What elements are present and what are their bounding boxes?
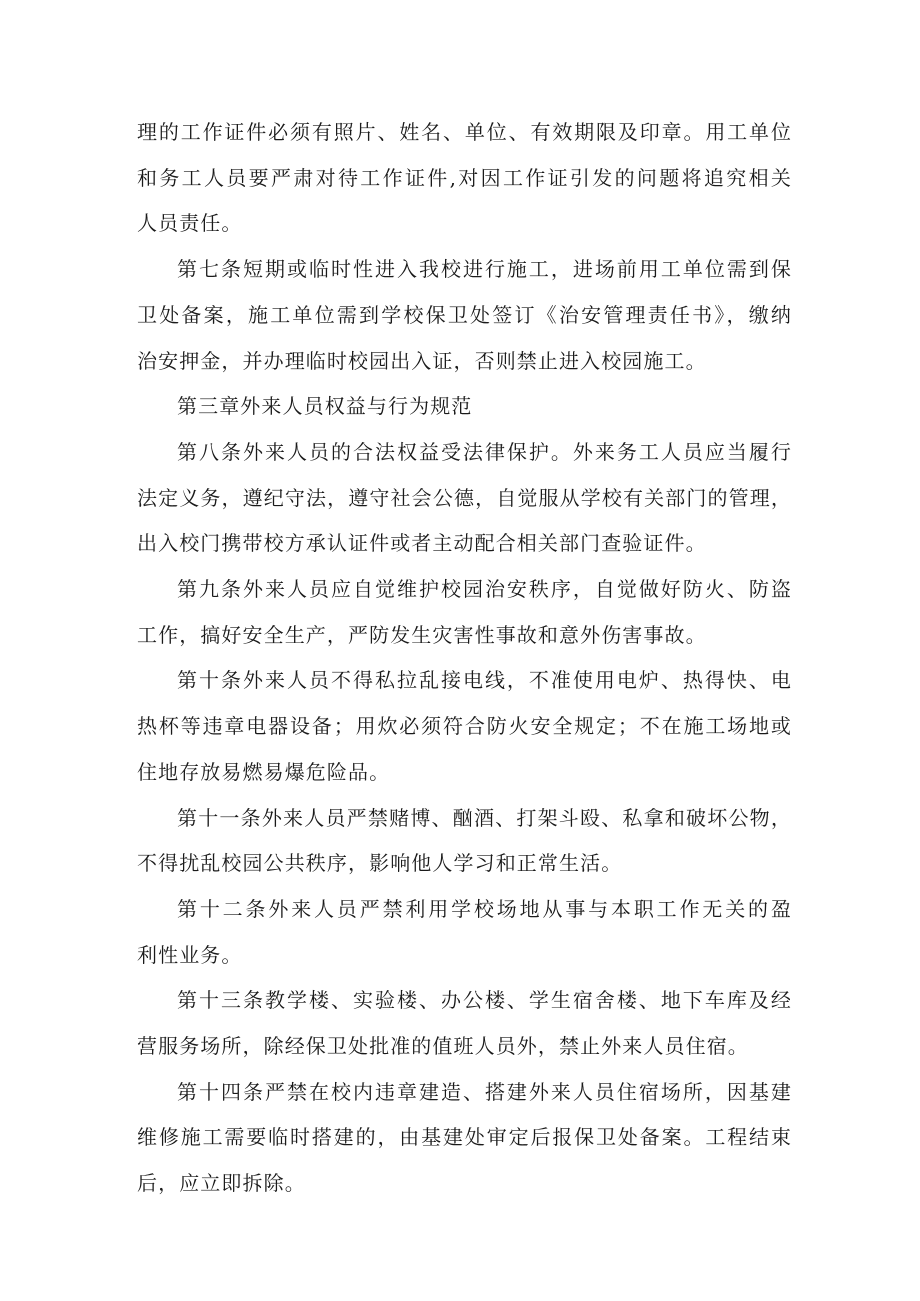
paragraph-p1 bbox=[137, 110, 792, 247]
text-line: 工作，搞好安全生产，严防发生灾害性事故和意外伤害事故。 bbox=[137, 622, 707, 647]
paragraph-p9 bbox=[137, 978, 792, 1069]
paragraph-p4 bbox=[137, 430, 792, 567]
text-line: 营服务场所，除经保卫处批准的值班人员外，禁止外来人员住宿。 bbox=[137, 1034, 749, 1059]
text-line: 维修施工需要临时搭建的，由基建处审定后报保卫处备案。工程结束 bbox=[137, 1125, 792, 1150]
text-line: 后，应立即拆除。 bbox=[137, 1171, 306, 1196]
document-body bbox=[137, 110, 792, 1207]
text-line: 第十一条外来人员严禁赌博、酗酒、打架斗殴、私拿和破坏公物， bbox=[177, 805, 792, 830]
text-line: 热杯等违章电器设备；用炊必须符合防火安全规定；不在施工场地或 bbox=[137, 714, 792, 739]
text-line: 第七条短期或临时性进入我校进行施工，进场前用工单位需到保 bbox=[177, 257, 792, 282]
paragraph-p5 bbox=[137, 567, 792, 658]
paragraph-p3 bbox=[137, 384, 792, 430]
text-line: 第九条外来人员应自觉维护校园治安秩序，自觉做好防火、防盗 bbox=[177, 577, 792, 602]
text-line: 和务工人员要严肃对待工作证件,对因工作证引发的问题将追究相关 bbox=[137, 165, 792, 190]
text-line: 住地存放易燃易爆危险品。 bbox=[137, 759, 391, 784]
text-line: 治安押金，并办理临时校园出入证，否则禁止进入校园施工。 bbox=[137, 348, 707, 373]
text-line: 第三章外来人员权益与行为规范 bbox=[177, 394, 473, 419]
paragraph-p8 bbox=[137, 887, 792, 978]
text-line: 出入校门携带校方承认证件或者主动配合相关部门查验证件。 bbox=[137, 531, 707, 556]
text-line: 第十二条外来人员严禁利用学校场地从事与本职工作无关的盈 bbox=[177, 896, 792, 921]
text-line: 第十条外来人员不得私拉乱接电线，不准使用电炉、热得快、电 bbox=[177, 668, 792, 693]
text-line: 第十四条严禁在校内违章建造、搭建外来人员住宿场所，因基建 bbox=[177, 1079, 792, 1104]
text-line: 法定义务，遵纪守法，遵守社会公德，自觉服从学校有关部门的管理， bbox=[137, 485, 792, 510]
text-line: 利性业务。 bbox=[137, 942, 243, 967]
text-line: 理的工作证件必须有照片、姓名、单位、有效期限及印章。用工单位 bbox=[137, 120, 792, 144]
paragraph-p6 bbox=[137, 658, 792, 795]
text-line: 卫处备案，施工单位需到学校保卫处签订《治安管理责任书》，缴纳 bbox=[137, 302, 792, 327]
paragraph-p10 bbox=[137, 1070, 792, 1207]
text-line: 第八条外来人员的合法权益受法律保护。外来务工人员应当履行 bbox=[177, 439, 792, 464]
text-line: 第十三条教学楼、实验楼、办公楼、学生宿舍楼、地下车库及经 bbox=[177, 988, 792, 1013]
paragraph-p2 bbox=[137, 247, 792, 384]
text-line: 不得扰乱校园公共秩序，影响他人学习和正常生活。 bbox=[137, 851, 623, 876]
paragraph-p7 bbox=[137, 796, 792, 887]
text-line: 人员责任。 bbox=[137, 211, 243, 236]
